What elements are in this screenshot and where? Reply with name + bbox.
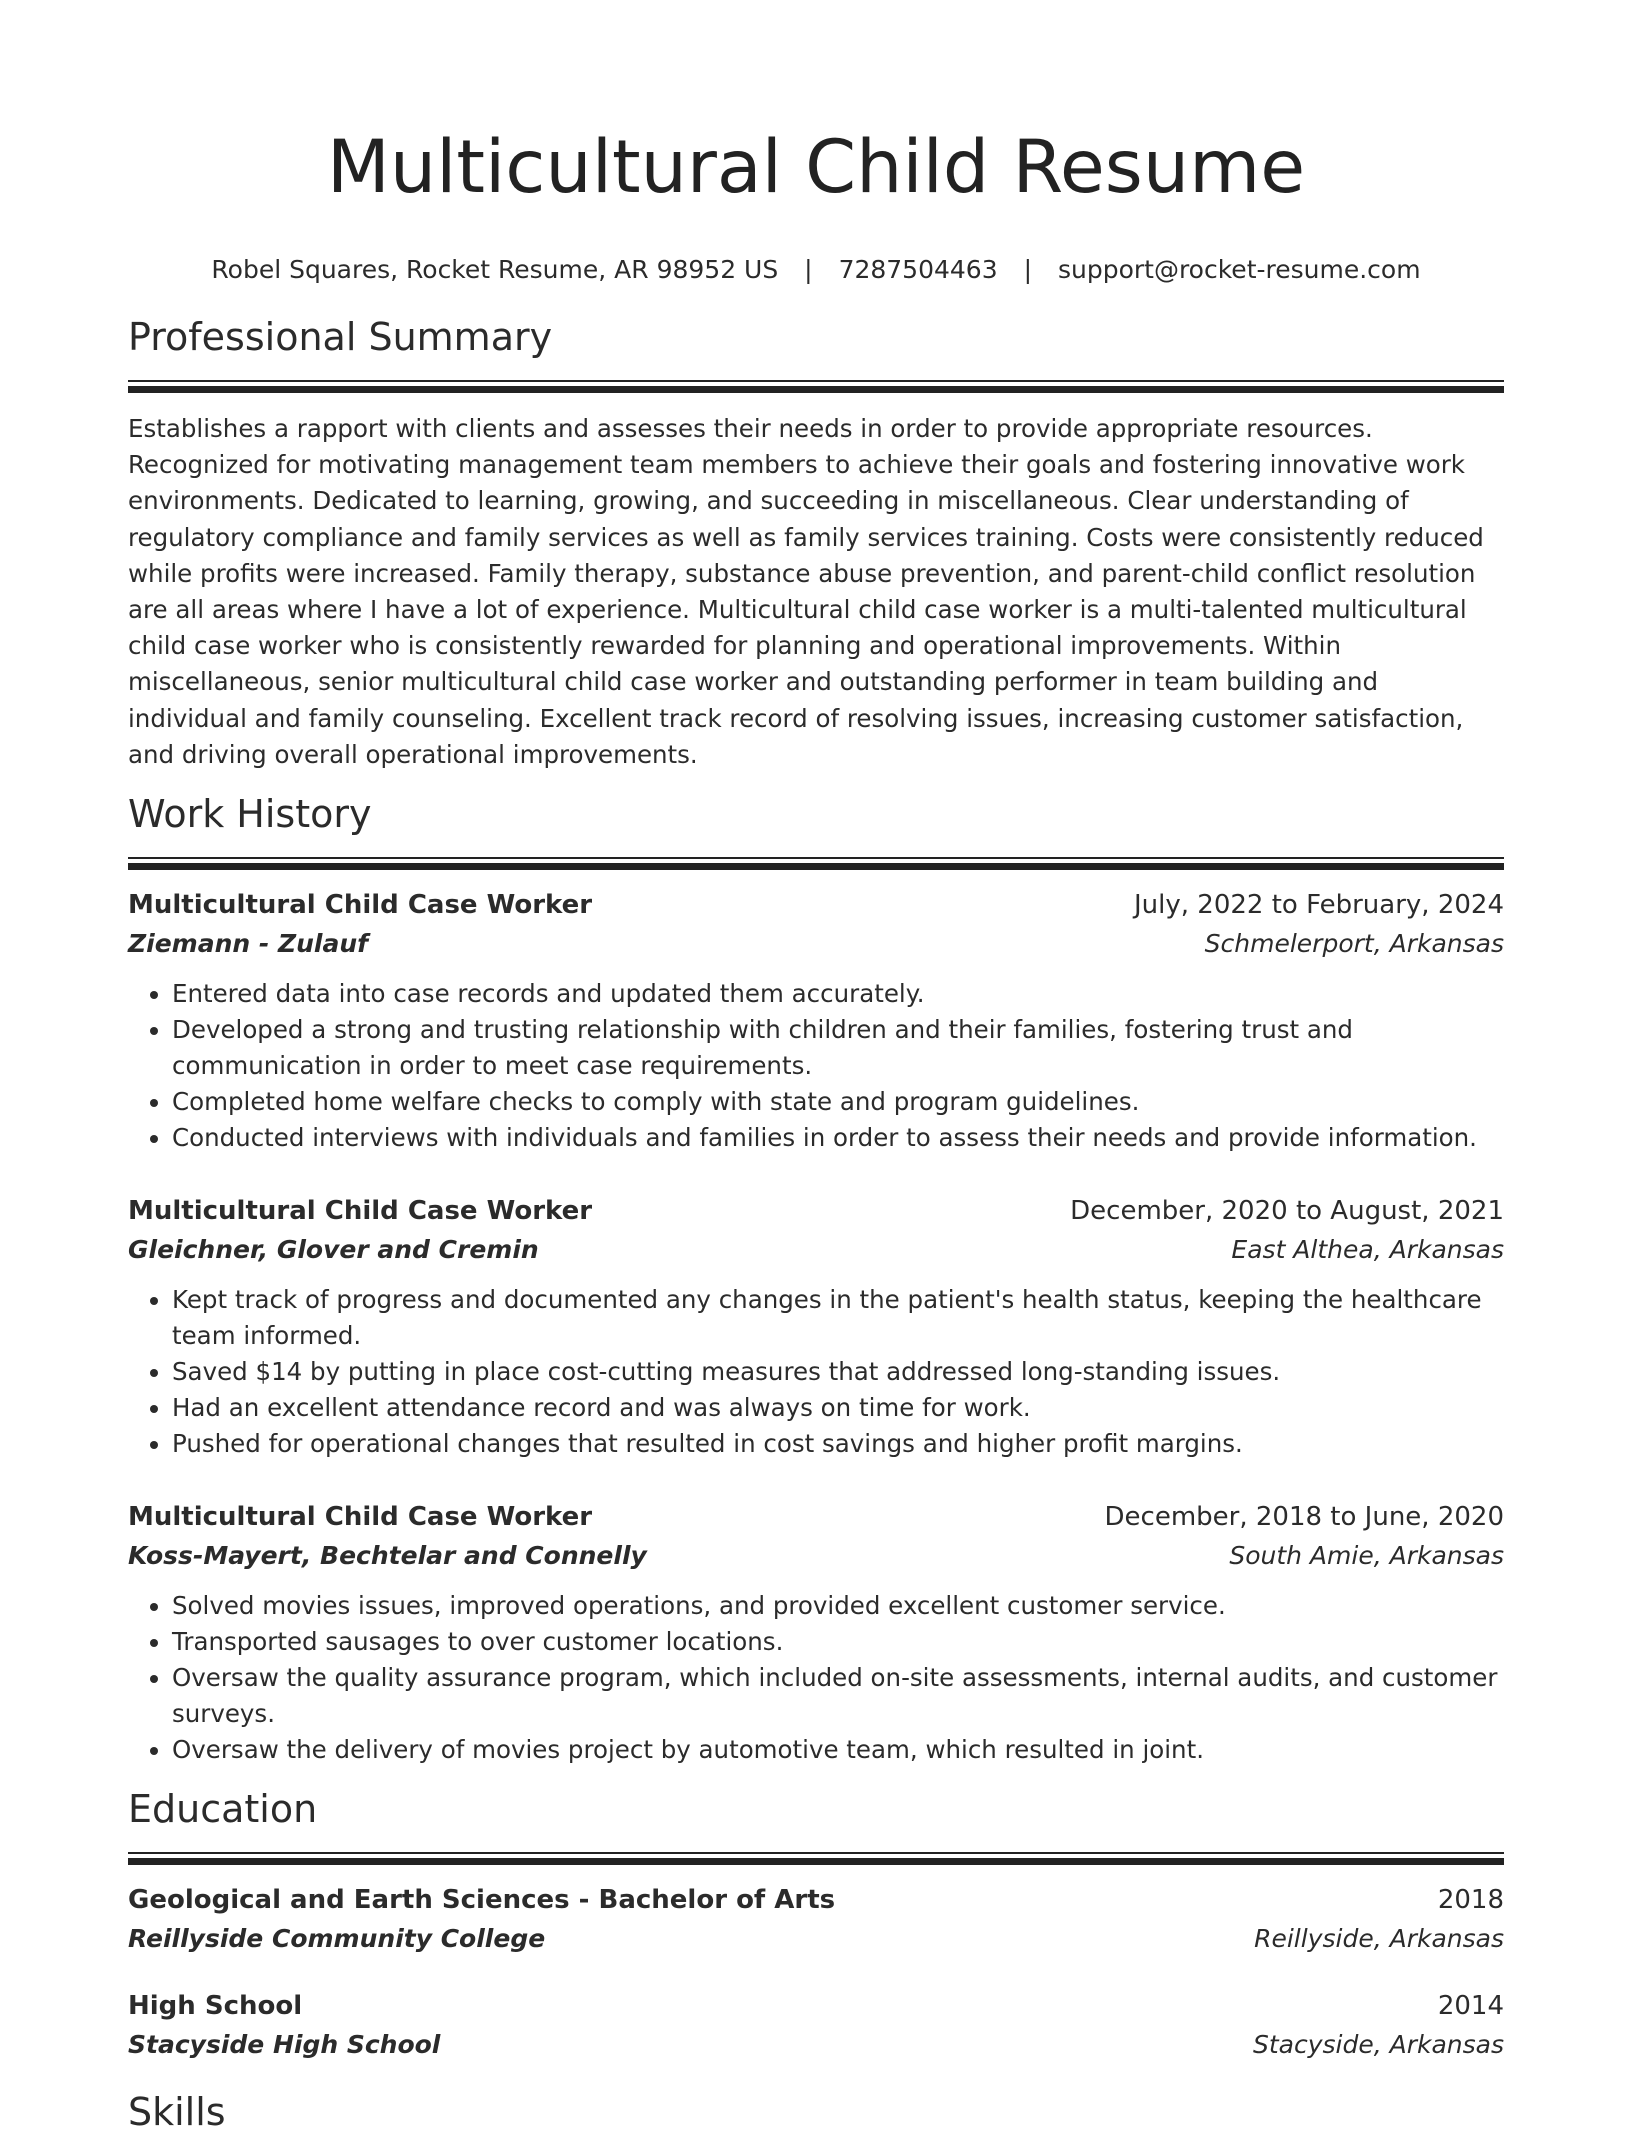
list-item: • Entered data into case records and updated them accurately. bbox=[172, 976, 1504, 1012]
job-bullets bbox=[128, 1282, 1504, 1462]
contact-separator: | bbox=[1023, 255, 1033, 284]
resume-title: Multicultural Child Resume bbox=[326, 125, 1306, 210]
work-history-section bbox=[128, 789, 1504, 1768]
list-item: • Transported sausages to over customer locations. bbox=[172, 1624, 1504, 1660]
education-degree: High School bbox=[128, 1991, 303, 2022]
contact-email: support@rocket-resume.com bbox=[1057, 255, 1421, 284]
job-company-row bbox=[128, 1536, 1504, 1576]
section-heading: Skills bbox=[128, 2090, 226, 2135]
summary-text: Establishes a rapport with clients and assesses their needs in order to provide appropriate resources. Recognized for motivating management team members to achieve their goals and fostering innovative work environments. Dedicated to learning, growing, and succeeding in miscellaneous. Clear understanding of regulatory compliance and family services as well as family services training. Costs were consistently reduced while profits were increased. Family therapy, substance abuse prevention, and parent-child conflict resolution are all areas where I have a lot of experience. Multicultural child case worker is a multi-talented multicultural child case worker who is consistently rewarded for planning and operational improvements. Within miscellaneous, senior multicultural child case worker and outstanding performer in team building and individual and family counseling. Excellent track record of resolving issues, increasing customer satisfaction, and driving overall operational improvements. bbox=[128, 414, 1484, 769]
list-item: • Completed home welfare checks to comply with state and program guidelines. bbox=[172, 1084, 1504, 1120]
section-heading: Education bbox=[128, 1787, 318, 1832]
job-entry bbox=[128, 1192, 1504, 1462]
job-header-row bbox=[128, 1192, 1504, 1230]
list-item: • Oversaw the quality assurance program, which included on-site assessments, internal audits, and customer surveys. bbox=[172, 1660, 1504, 1732]
education-location: Stacyside, Arkansas bbox=[1252, 2030, 1504, 2060]
list-item: • Had an excellent attendance record and was always on time for work. bbox=[172, 1390, 1504, 1426]
job-bullets bbox=[128, 976, 1504, 1156]
education-year: 2018 bbox=[1437, 1885, 1504, 1916]
job-header-row bbox=[128, 1498, 1504, 1536]
job-header-row bbox=[128, 886, 1504, 924]
job-company: Gleichner, Glover and Cremin bbox=[128, 1235, 539, 1265]
resume-page bbox=[128, 0, 1504, 2137]
job-title: Multicultural Child Case Worker bbox=[128, 890, 593, 921]
education-school: Reillyside Community College bbox=[128, 1924, 546, 1954]
list-item: • Kept track of progress and documented any changes in the patient's health status, keeping the healthcare team informed. bbox=[172, 1282, 1504, 1354]
section-heading: Work History bbox=[128, 792, 372, 837]
summary-section bbox=[128, 312, 1504, 773]
job-dates: December, 2018 to June, 2020 bbox=[1104, 1502, 1504, 1533]
education-school: Stacyside High School bbox=[128, 2030, 441, 2060]
contact-line bbox=[128, 252, 1504, 288]
education-entry bbox=[128, 1987, 1504, 2065]
education-school-row bbox=[128, 2025, 1504, 2065]
job-company-row bbox=[128, 1230, 1504, 1270]
list-item: • Solved movies issues, improved operations, and provided excellent customer service. bbox=[172, 1588, 1504, 1624]
education-degree: Geological and Earth Sciences - Bachelor of Arts bbox=[128, 1885, 836, 1916]
list-item: • Saved $14 by putting in place cost-cutting measures that addressed long-standing issues. bbox=[172, 1354, 1504, 1390]
list-item: • Conducted interviews with individuals and families in order to assess their needs and provide information. bbox=[172, 1120, 1504, 1156]
job-dates: July, 2022 to February, 2024 bbox=[1134, 890, 1504, 921]
skills-section bbox=[128, 2087, 1504, 2137]
contact-phone: 7287504463 bbox=[838, 255, 998, 284]
section-divider bbox=[128, 380, 1504, 393]
education-year: 2014 bbox=[1437, 1991, 1504, 2022]
education-header-row bbox=[128, 1987, 1504, 2025]
section-heading: Professional Summary bbox=[128, 315, 553, 359]
job-company: Ziemann - Zulauf bbox=[128, 929, 368, 959]
education-section bbox=[128, 1784, 1504, 2065]
list-item: • Oversaw the delivery of movies project by automotive team, which resulted in joint. bbox=[172, 1732, 1504, 1768]
job-location: East Althea, Arkansas bbox=[1231, 1235, 1504, 1265]
list-item: • Pushed for operational changes that resulted in cost savings and higher profit margins. bbox=[172, 1426, 1504, 1462]
section-divider bbox=[128, 857, 1504, 870]
job-title: Multicultural Child Case Worker bbox=[128, 1502, 593, 1533]
education-school-row bbox=[128, 1919, 1504, 1959]
job-bullets bbox=[128, 1588, 1504, 1768]
section-divider bbox=[128, 1852, 1504, 1865]
contact-separator: | bbox=[804, 255, 813, 284]
job-dates: December, 2020 to August, 2021 bbox=[1070, 1196, 1504, 1227]
job-company-row bbox=[128, 924, 1504, 964]
education-header-row bbox=[128, 1881, 1504, 1919]
contact-address: Robel Squares, Rocket Resume, AR 98952 US bbox=[211, 255, 779, 284]
education-location: Reillyside, Arkansas bbox=[1254, 1924, 1504, 1954]
job-entry bbox=[128, 1498, 1504, 1768]
list-item: • Developed a strong and trusting relationship with children and their families, fostering trust and communication in order to meet case requirements. bbox=[172, 1012, 1504, 1084]
job-entry bbox=[128, 886, 1504, 1156]
education-entry bbox=[128, 1881, 1504, 1959]
job-location: South Amie, Arkansas bbox=[1229, 1541, 1504, 1571]
job-location: Schmelerport, Arkansas bbox=[1204, 929, 1504, 959]
job-company: Koss-Mayert, Bechtelar and Connelly bbox=[128, 1541, 647, 1571]
job-title: Multicultural Child Case Worker bbox=[128, 1196, 593, 1227]
